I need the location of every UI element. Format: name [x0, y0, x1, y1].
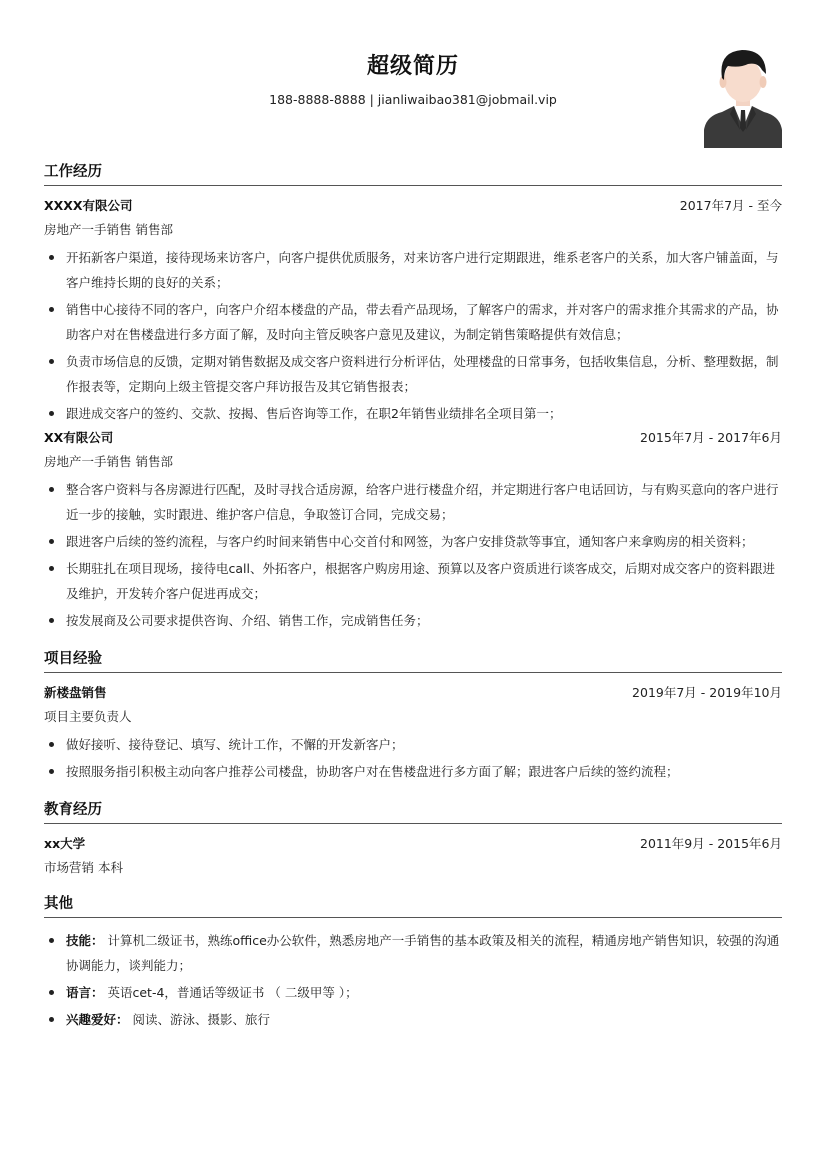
- bullet-icon: [49, 742, 54, 747]
- list-item: [44, 928, 782, 978]
- entry-role: 项目主要负责人: [44, 709, 132, 724]
- entry-role: 房地产一手销售 销售部: [44, 222, 173, 237]
- item-label: 技能：: [66, 933, 104, 948]
- bullet-text: 长期驻扎在项目现场，接待电call、外拓客户，根据客户购房用途、预算以及客户资质进行谈客成交，后期对成交客户的资料跟进及维护，开发转介客户促进再成交；: [66, 561, 775, 601]
- item-text: 计算机二级证书，熟练office办公软件，熟悉房地产一手销售的基本政策及相关的流程，精通房地产销售知识，较强的沟通协调能力，谈判能力；: [66, 933, 780, 973]
- bullet-text: 负责市场信息的反馈，定期对销售数据及成交客户资料进行分析评估，处理楼盘的日常事务，包括收集信息，分析、整理数据，制作报表等，定期向上级主管提交客户拜访报告及其它销售报表；: [66, 354, 779, 394]
- section-title: 项目经验: [44, 647, 782, 673]
- bullet-text: 做好接听、接待登记、填写、统计工作，不懈的开发新客户；: [66, 737, 404, 752]
- bullet-icon: [49, 539, 54, 544]
- bullet-text: 整合客户资料与各房源进行匹配，及时寻找合适房源，给客户进行楼盘介绍，并定期进行客户电话回访，与有购买意向的客户进行近一步的接触，实时跟进、维护客户信息，争取签订合同，完成交易；: [66, 482, 779, 522]
- list-item: [44, 245, 782, 295]
- bullet-text: 开拓新客户渠道，接待现场来访客户，向客户提供优质服务，对来访客户进行定期跟进，维系老客户的关系，加大客户铺盖面，与客户维持长期的良好的关系；: [66, 250, 779, 290]
- bullet-icon: [49, 1017, 54, 1022]
- other-section: [44, 892, 782, 1032]
- entry-date: 2019年7月 - 2019年10月: [632, 685, 782, 700]
- list-item: [44, 556, 782, 606]
- bullet-text: 按发展商及公司要求提供咨询、介绍、销售工作，完成销售任务；: [66, 613, 429, 628]
- work-section: [44, 160, 782, 633]
- list-item: [44, 1007, 782, 1032]
- project-section: [44, 647, 782, 784]
- entry-date: 2017年7月 - 至今: [679, 198, 782, 213]
- bullet-text: 跟进成交客户的签约、交款、按揭、售后咨询等工作，在职2年销售业绩排名全项目第一；: [66, 406, 562, 421]
- education-section: [44, 798, 782, 878]
- project-name: 新楼盘销售: [44, 685, 107, 700]
- list-item: [44, 980, 782, 1005]
- work-entry: [44, 196, 782, 426]
- bullet-list: [44, 245, 782, 426]
- section-title: 工作经历: [44, 160, 782, 186]
- entry-major: 市场营销 本科: [44, 860, 123, 875]
- bullet-icon: [49, 618, 54, 623]
- bullet-icon: [49, 487, 54, 492]
- bullet-list: [44, 477, 782, 633]
- bullet-icon: [49, 411, 54, 416]
- item-text: 英语cet-4，普通话等级证书 （ 二级甲等 ）；: [103, 985, 358, 1000]
- resume-name: 超级简历: [366, 54, 459, 79]
- entry-date: 2015年7月 - 2017年6月: [640, 430, 782, 445]
- bullet-text: 销售中心接待不同的客户，向客户介绍本楼盘的产品，带去看产品现场，了解客户的需求，并对客户的需求推介其需求的产品，协助客户对在售楼盘进行多方面了解，及时向主管反映客户意见及建议，为制定销售策略提供有效信息；: [66, 302, 779, 342]
- resume-body: [44, 160, 782, 1046]
- item-label: 兴趣爱好：: [66, 1012, 129, 1027]
- item-text: 阅读、游泳、摄影、旅行: [128, 1012, 270, 1027]
- entry-role: 房地产一手销售 销售部: [44, 454, 173, 469]
- bullet-icon: [49, 566, 54, 571]
- section-title: 其他: [44, 892, 782, 918]
- bullet-text: 按照服务指引积极主动向客户推荐公司楼盘，协助客户对在售楼盘进行多方面了解；跟进客户后续的签约流程；: [66, 764, 679, 779]
- bullet-list: [44, 732, 782, 784]
- entry-date: 2011年9月 - 2015年6月: [640, 836, 782, 851]
- company-name: XXXX有限公司: [44, 198, 133, 213]
- company-name: XX有限公司: [44, 430, 114, 445]
- project-entry: [44, 683, 782, 784]
- contact-info: 188-8888-8888 | jianliwaibao381@jobmail.vip: [269, 92, 557, 107]
- list-item: [44, 297, 782, 347]
- bullet-icon: [49, 990, 54, 995]
- list-item: [44, 732, 782, 757]
- school-name: xx大学: [44, 836, 86, 851]
- bullet-icon: [49, 307, 54, 312]
- bullet-icon: [49, 255, 54, 260]
- bullet-list: [44, 928, 782, 1032]
- section-title: 教育经历: [44, 798, 782, 824]
- bullet-icon: [49, 359, 54, 364]
- avatar-icon: [700, 44, 786, 148]
- list-item: [44, 477, 782, 527]
- list-item: [44, 608, 782, 633]
- item-label: 语言：: [66, 985, 104, 1000]
- list-item: [44, 401, 782, 426]
- list-item: [44, 759, 782, 784]
- work-entry: [44, 428, 782, 633]
- bullet-text: 跟进客户后续的签约流程，与客户约时间来销售中心交首付和网签，为客户安排贷款等事宜，通知客户来拿购房的相关资料；: [66, 534, 754, 549]
- bullet-icon: [49, 769, 54, 774]
- list-item: [44, 529, 782, 554]
- list-item: [44, 349, 782, 399]
- bullet-icon: [49, 938, 54, 943]
- education-entry: [44, 834, 782, 878]
